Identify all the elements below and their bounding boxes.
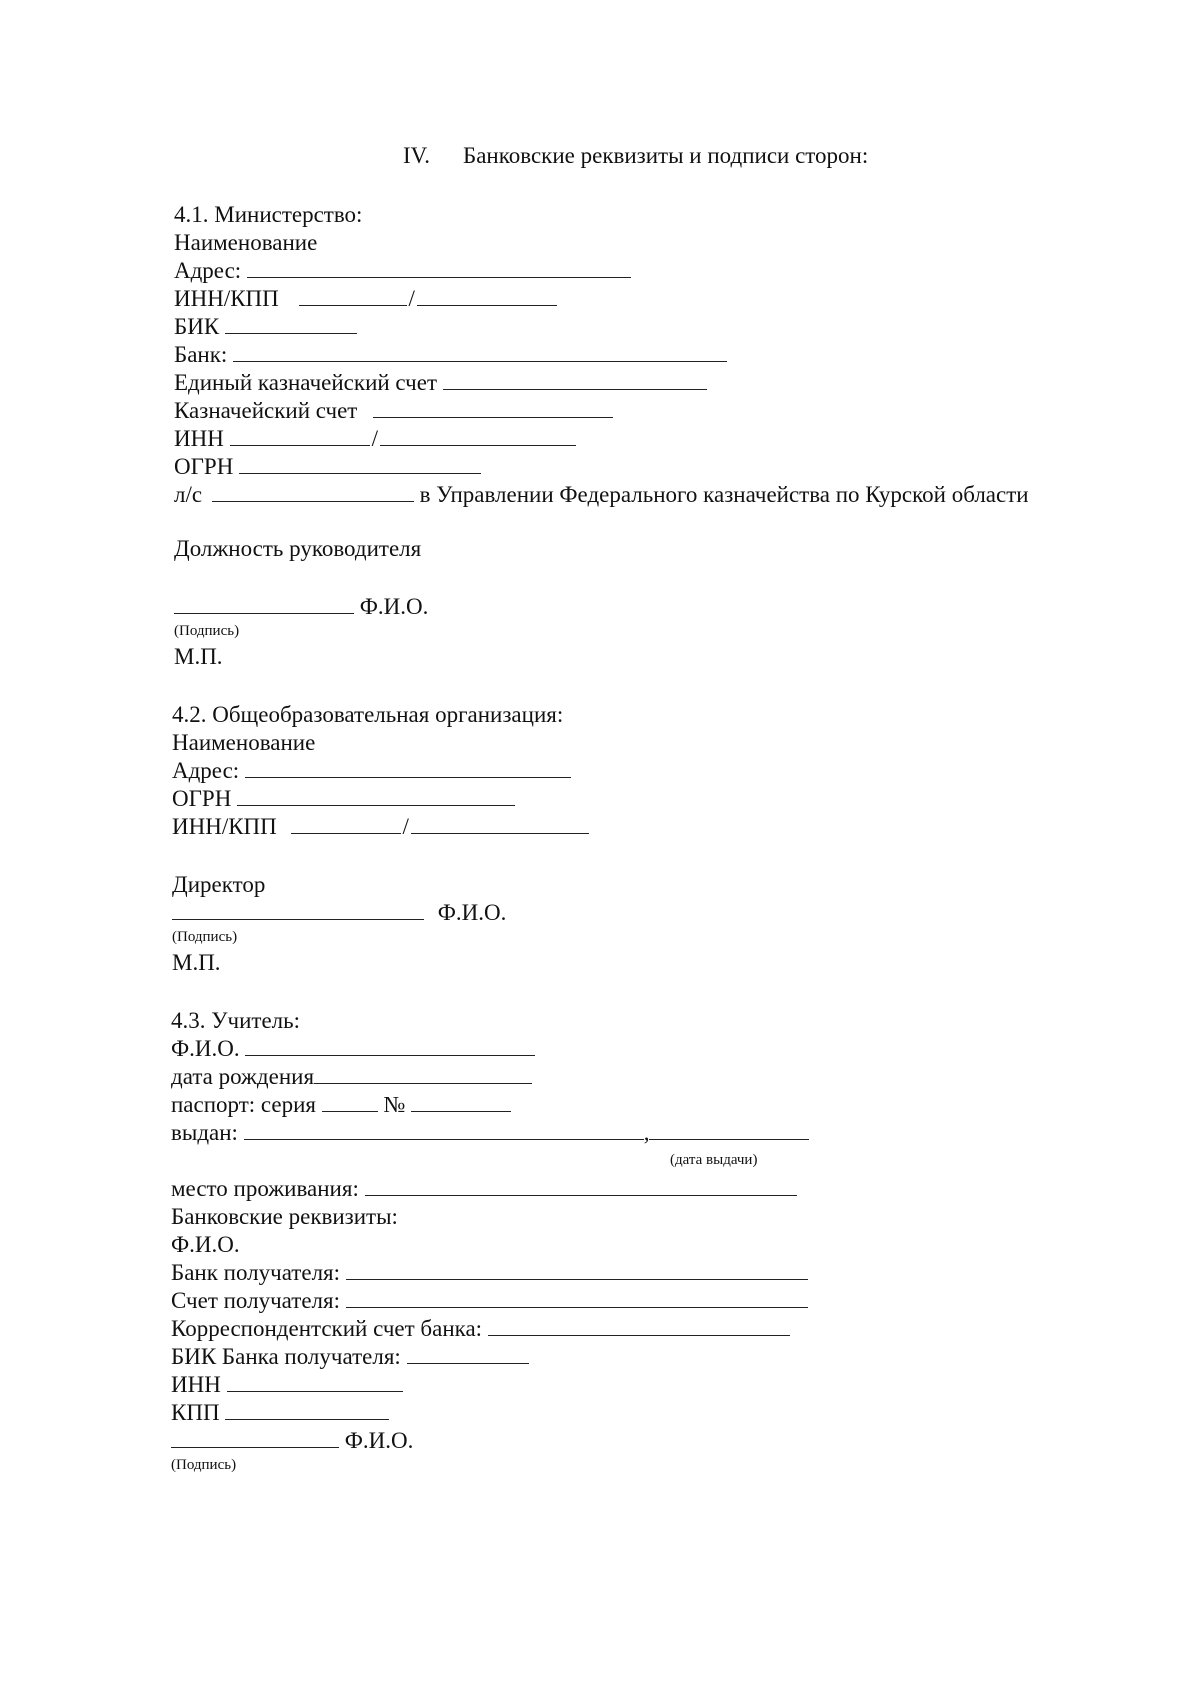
section-title — [403, 143, 868, 169]
teacher-corr-account-field[interactable] — [488, 1317, 790, 1336]
teacher-inn-row — [171, 1372, 403, 1398]
school-stamp-label: М.П. — [172, 950, 221, 975]
school-heading: 4.2. Общеобразовательная организация: — [172, 702, 564, 727]
teacher-issued-comma: , — [643, 1120, 650, 1145]
teacher-kpp-row — [171, 1400, 389, 1426]
ministry-name-label: Наименование — [174, 230, 318, 255]
teacher-residence-label: место проживания: — [171, 1176, 359, 1201]
ministry-bik-row — [174, 314, 357, 340]
ministry-inn-kpp-label: ИНН/КПП — [174, 286, 279, 311]
teacher-recipient-bank-row — [171, 1260, 808, 1286]
ministry-inn-field-2[interactable] — [230, 427, 370, 446]
school-ogrn-row — [172, 786, 515, 812]
school-inn-field[interactable] — [291, 815, 401, 834]
teacher-fio-label: Ф.И.О. — [171, 1036, 240, 1061]
ministry-unified-account-label: Единый казначейский счет — [174, 370, 438, 395]
ministry-signature-field[interactable] — [174, 595, 354, 614]
teacher-recipient-account-label: Счет получателя: — [171, 1288, 340, 1313]
school-inn-kpp-slash: / — [402, 814, 409, 839]
school-signature-row — [172, 900, 506, 926]
school-signature-caption: (Подпись) — [172, 929, 238, 945]
ministry-bank-row — [174, 342, 727, 368]
teacher-passport-number-sign: № — [383, 1092, 406, 1117]
teacher-fio2-label: Ф.И.О. — [171, 1232, 240, 1257]
ministry-ls-row — [174, 482, 1029, 508]
ministry-ls-suffix: в Управлении Федерального казначейства по Курской области — [419, 482, 1029, 507]
teacher-bank-details-label: Банковские реквизиты: — [171, 1204, 398, 1229]
school-inn-kpp-row — [172, 814, 589, 840]
teacher-recipient-bik-field[interactable] — [407, 1345, 529, 1364]
teacher-recipient-account-row — [171, 1288, 808, 1314]
teacher-issued-label: выдан: — [171, 1120, 238, 1145]
ministry-kpp-field[interactable] — [417, 287, 557, 306]
ministry-fio-label: Ф.И.О. — [359, 594, 429, 619]
ministry-signature-row — [174, 594, 428, 620]
section-number: IV. — [403, 143, 431, 168]
teacher-kpp-label: КПП — [171, 1400, 220, 1425]
ministry-ls-field[interactable] — [212, 483, 414, 502]
section-title-text: Банковские реквизиты и подписи сторон: — [463, 143, 869, 168]
ministry-ogrn-label: ОГРН — [174, 454, 234, 479]
teacher-recipient-bank-field[interactable] — [346, 1261, 808, 1280]
teacher-signature-field[interactable] — [171, 1429, 339, 1448]
teacher-corr-account-row — [171, 1316, 790, 1342]
teacher-recipient-bik-label: БИК Банка получателя: — [171, 1344, 401, 1369]
ministry-inn-kpp-row — [174, 286, 557, 312]
ministry-treasury-account-row — [174, 398, 613, 424]
teacher-birth-label: дата рождения — [171, 1064, 315, 1089]
teacher-fio-field[interactable] — [245, 1037, 535, 1056]
teacher-birth-row — [171, 1064, 532, 1090]
school-director-label: Директор — [172, 872, 266, 897]
school-ogrn-field[interactable] — [237, 787, 515, 806]
school-address-row — [172, 758, 571, 784]
teacher-issued-by-field[interactable] — [244, 1121, 644, 1140]
ministry-unified-account-row — [174, 370, 707, 396]
ministry-address-label: Адрес: — [174, 258, 242, 283]
teacher-issued-row — [171, 1120, 809, 1146]
teacher-birth-field[interactable] — [314, 1065, 532, 1084]
ministry-inn-label: ИНН — [174, 426, 224, 451]
teacher-corr-account-label: Корреспондентский счет банка: — [171, 1316, 483, 1341]
teacher-passport-number-field[interactable] — [411, 1093, 511, 1112]
school-kpp-field[interactable] — [411, 815, 589, 834]
school-address-label: Адрес: — [172, 758, 240, 783]
ministry-kpp-field-2[interactable] — [380, 427, 576, 446]
ministry-ls-label: л/с — [174, 482, 203, 507]
ministry-bank-field[interactable] — [233, 343, 727, 362]
teacher-signature-caption: (Подпись) — [171, 1457, 237, 1473]
ministry-inn-slash: / — [371, 426, 378, 451]
teacher-inn-field[interactable] — [227, 1373, 403, 1392]
ministry-inn-kpp-slash: / — [408, 286, 415, 311]
teacher-passport-label: паспорт: серия — [171, 1092, 317, 1117]
ministry-position-label: Должность руководителя — [174, 536, 422, 561]
teacher-residence-row — [171, 1176, 797, 1202]
ministry-treasury-account-field[interactable] — [373, 399, 613, 418]
teacher-heading: 4.3. Учитель: — [171, 1008, 301, 1033]
ministry-ogrn-row — [174, 454, 481, 480]
ministry-stamp-label: М.П. — [174, 644, 223, 669]
teacher-passport-series-field[interactable] — [322, 1093, 378, 1112]
ministry-bik-label: БИК — [174, 314, 220, 339]
ministry-bik-field[interactable] — [225, 315, 357, 334]
school-address-field[interactable] — [245, 759, 571, 778]
ministry-heading: 4.1. Министерство: — [174, 202, 363, 227]
teacher-issue-date-caption: (дата выдачи) — [670, 1152, 758, 1168]
ministry-treasury-account-label: Казначейский счет — [174, 398, 358, 423]
school-inn-kpp-label: ИНН/КПП — [172, 814, 277, 839]
ministry-inn-field[interactable] — [299, 287, 407, 306]
teacher-inn-label: ИНН — [171, 1372, 221, 1397]
ministry-inn-row — [174, 426, 576, 452]
school-name-label: Наименование — [172, 730, 316, 755]
ministry-bank-label: Банк: — [174, 342, 228, 367]
teacher-passport-row — [171, 1092, 511, 1118]
ministry-signature-caption: (Подпись) — [174, 623, 240, 639]
ministry-ogrn-field[interactable] — [239, 455, 481, 474]
teacher-recipient-bik-row — [171, 1344, 529, 1370]
teacher-sign-fio-label: Ф.И.О. — [344, 1428, 414, 1453]
ministry-address-row — [174, 258, 631, 284]
teacher-recipient-bank-label: Банк получателя: — [171, 1260, 341, 1285]
teacher-residence-field[interactable] — [365, 1177, 797, 1196]
teacher-recipient-account-field[interactable] — [346, 1289, 808, 1308]
teacher-signature-row — [171, 1428, 413, 1454]
teacher-issue-date-field[interactable] — [649, 1121, 809, 1140]
school-ogrn-label: ОГРН — [172, 786, 232, 811]
ministry-address-field[interactable] — [247, 259, 631, 278]
ministry-unified-account-field[interactable] — [443, 371, 707, 390]
school-signature-field[interactable] — [172, 901, 424, 920]
school-fio-label: Ф.И.О. — [437, 900, 507, 925]
teacher-kpp-field[interactable] — [225, 1401, 389, 1420]
teacher-fio-row — [171, 1036, 535, 1062]
